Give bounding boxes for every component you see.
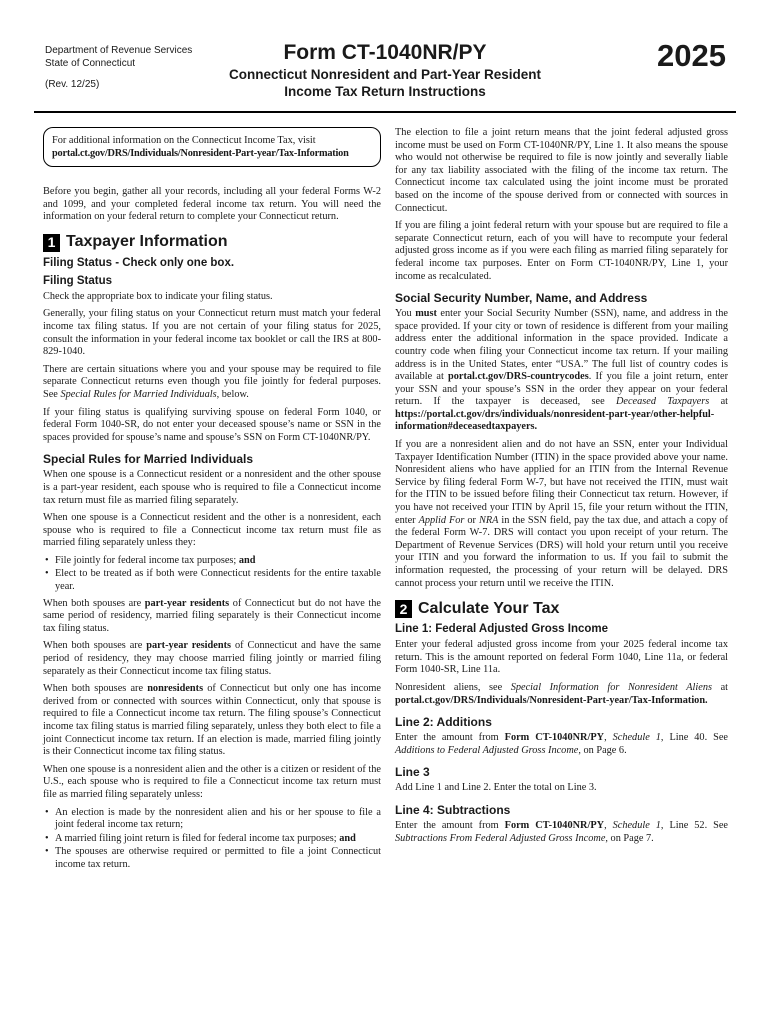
form-title: Form CT-1040NR/PY bbox=[283, 41, 487, 64]
header-title-block bbox=[180, 40, 590, 100]
intro-paragraph: Before you begin, gather all your records, including all your federal Forms W-2 and 1099, and your completed federal income tax return. You will need the information on your federal return to complete your Connecticut return. bbox=[43, 186, 381, 223]
special-rules-p6: When one spouse is a nonresident alien and the other is a citizen or resident of the U.S., each spouse who is required to file a Connecticut income tax return must file as married filing separately unless: bbox=[43, 763, 381, 800]
tax-information-link[interactable]: portal.ct.gov/DRS/Individuals/Nonresident-Part-year/Tax-Information. bbox=[395, 694, 708, 706]
section-1-heading bbox=[43, 234, 381, 252]
revision-date: (Rev. 12/25) bbox=[45, 79, 100, 90]
list-item: • The spouses are otherwise required or permitted to file a joint Connecticut income tax return. bbox=[43, 846, 381, 871]
dept-name: Department of Revenue Services bbox=[45, 45, 193, 56]
special-rules-p2: When one spouse is a Connecticut resident and the other is a nonresident, each spouse who is required to file a Connecticut income tax return must file as married filing separately unless they: bbox=[43, 512, 381, 549]
line-1-heading: Line 1: Federal Adjusted Gross Income bbox=[395, 623, 609, 636]
section-1-number: 1 bbox=[43, 234, 60, 252]
line-1-p1: Enter your federal adjusted gross income from your 2025 federal income tax return. This is the amount reported on federal Form 1040, Line 11a, or federal Form 1040-SR, Line 11a. bbox=[395, 639, 728, 676]
left-column bbox=[43, 127, 381, 876]
list-item: • A married filing joint return is filed for federal income tax purposes; and bbox=[43, 833, 381, 846]
ssn-p1: You must enter your Social Security Number (SSN), name, and address in the space provided. If your city or town of residence is different from your mailing address enter the additional information in the space provided. Indicate a country code when filing your Connecticut income tax return. If your mailing address is in the United States, enter “USA.” The full list of country codes is available at portal.ct.gov/DRS-countrycodes. If you file a joint return, enter your SSN and your spouse’s SSN in the order they appear on your federal return. If the taxpayer is deceased, see Deceased Taxpayers at https://portal.ct.gov/drs/individuals/nonresident-part-year/other-helpful-information#deceasedtaxpayers. bbox=[395, 308, 729, 433]
special-rules-p5: When both spouses are nonresidents of Connecticut but only one has income derived from or connected with sources within Connecticut, only that spouse is required to file a Connecticut income tax return. The filing spouse’s Connecticut income tax filing status is married filing separately, unless they both elect to file a joint Connecticut income tax return. If an election is made, married filing jointly is their Connecticut income tax filing status. bbox=[43, 683, 381, 758]
filing-status-check-heading: Filing Status - Check only one box. bbox=[43, 256, 235, 269]
list-item: • An election is made by the nonresident alien and his or her spouse to file a joint federal income tax return; bbox=[43, 807, 381, 832]
section-2-heading bbox=[395, 600, 728, 618]
special-rules-list-2 bbox=[43, 807, 381, 872]
special-rules-p4: When both spouses are part-year residents of Connecticut and have the same period of residency, they may choose married filing jointly or married filing separately as their Connecticut income tax filing status. bbox=[43, 640, 381, 677]
special-rules-list-1 bbox=[43, 555, 381, 594]
filing-status-p4: If your filing status is qualifying surviving spouse on federal Form 1040, or federal Form 1040-SR, do not enter your deceased spouse’s name or SSN in the spaces provided for spouse’s name and spouse’s SSN on Form CT-1040NR/PY. bbox=[43, 406, 381, 443]
filing-status-p1: Check the appropriate box to indicate your filing status. bbox=[43, 290, 273, 302]
section-2-title: Calculate Your Tax bbox=[418, 599, 560, 617]
country-codes-link[interactable]: portal.ct.gov/DRS-countrycodes bbox=[448, 371, 589, 383]
special-rules-heading: Special Rules for Married Individuals bbox=[43, 452, 254, 467]
section-2-number: 2 bbox=[395, 600, 412, 618]
info-box-link[interactable]: portal.ct.gov/DRS/Individuals/Nonresident-Part-year/Tax-Information bbox=[52, 148, 349, 159]
state-name: State of Connecticut bbox=[45, 58, 136, 69]
filing-status-heading: Filing Status bbox=[43, 274, 112, 287]
list-item: • Elect to be treated as if both were Connecticut residents for the entire taxable year. bbox=[43, 568, 381, 593]
info-box-text: For additional information on the Connecticut Income Tax, visit bbox=[52, 135, 316, 146]
filing-status-p2: Generally, your filing status on your Connecticut return must match your federal income tax filing status. If you are not certain of your filing status for 2025, consult the information in your federal income tax booklet or call the IRS at 800-829-1040. bbox=[43, 308, 381, 358]
joint-election-p2: If you are filing a joint federal return with your spouse but are required to file a separate Connecticut return, each of you will have to recompute your federal adjusted gross income as if you were each filing as married filing separately for federal income tax purposes. Enter on Form CT-1040NR/PY, Line 1, your income as recalculated. bbox=[395, 220, 728, 282]
header-divider bbox=[34, 111, 736, 113]
filing-status-p3: There are certain situations where you and your spouse may be required to file separate Connecticut returns even though you file jointly for federal purposes. See Special Rules for Married Individuals, below. bbox=[43, 363, 381, 400]
tax-year: 2025 bbox=[657, 38, 726, 73]
ssn-heading: Social Security Number, Name, and Address bbox=[395, 291, 648, 306]
line-2-heading: Line 2: Additions bbox=[395, 715, 492, 730]
form-subtitle-line2: Income Tax Return Instructions bbox=[284, 84, 486, 99]
line-4-p: Enter the amount from Form CT-1040NR/PY, Schedule 1, Line 52. See Subtractions From Federal Adjusted Gross Income, on Page 7. bbox=[395, 819, 728, 844]
line-4-heading: Line 4: Subtractions bbox=[395, 802, 511, 817]
right-column bbox=[395, 127, 728, 850]
form-subtitle-line1: Connecticut Nonresident and Part-Year Resident bbox=[228, 67, 542, 82]
special-rules-p1: When one spouse is a Connecticut resident or a nonresident and the other spouse is a part-year resident, each spouse who is required to file a Connecticut income tax return must file as married filing separately. bbox=[43, 469, 381, 506]
line-3-heading: Line 3 bbox=[395, 765, 430, 780]
deceased-taxpayers-link[interactable]: https://portal.ct.gov/drs/individuals/nonresident-part-year/other-helpful-information#deceasedtaxpayers. bbox=[395, 408, 715, 433]
special-rules-p3: When both spouses are part-year residents of Connecticut but do not have the same period of residency, married filing separately is their Connecticut income tax filing status. bbox=[43, 597, 381, 634]
line-2-p: Enter the amount from Form CT-1040NR/PY, Schedule 1, Line 40. See Additions to Federal Adjusted Gross Income, on Page 6. bbox=[395, 732, 728, 756]
section-1-title: Taxpayer Information bbox=[66, 233, 228, 251]
header-agency-block bbox=[45, 44, 192, 91]
list-item: • File jointly for federal income tax purposes; and bbox=[43, 555, 381, 568]
joint-election-p1: The election to file a joint return means that the joint federal adjusted gross income must be used on Form CT-1040NR/PY, Line 1. It also means the spouse who would not otherwise be required to file is now jointly and severally liable for any tax liability associated with the filing of the income tax return. The Connecticut income tax calculated using the joint income must be prorated based on the income of the spouse derived from or connected with sources in Connecticut. bbox=[395, 127, 728, 214]
line-1-p2: Nonresident aliens, see Special Information for Nonresident Aliens at portal.ct.gov/DRS/Individuals/Nonresident-Part-year/Tax-Information. bbox=[395, 681, 729, 706]
line-3-p: Add Line 1 and Line 2. Enter the total on Line 3. bbox=[395, 782, 597, 794]
info-box bbox=[43, 127, 381, 167]
ssn-p2: If you are a nonresident alien and do not have an SSN, enter your Individual Taxpayer Identification Number (ITIN) in the space provided above your name. Nonresident aliens who have applied for an ITIN from the Internal Revenue Service by filing federal Form W-7, but have not received the ITIN, must wait for the ITIN to be issued before filing their Connecticut tax return. However, if you have not received your ITIN by April 15, file your return without the ITIN, enter Applid For or NRA in the SSN field, pay the tax due, and attach a copy of the federal Form W-7. DRS will contact you upon receipt of your return. The Department of Revenue Services (DRS) will hold your return until you receive your ITIN and you forward the information to us. If you fail to submit the information requested, the processing of your return will be delayed. DRS cannot process your return until we receive the ITIN. bbox=[395, 439, 728, 589]
